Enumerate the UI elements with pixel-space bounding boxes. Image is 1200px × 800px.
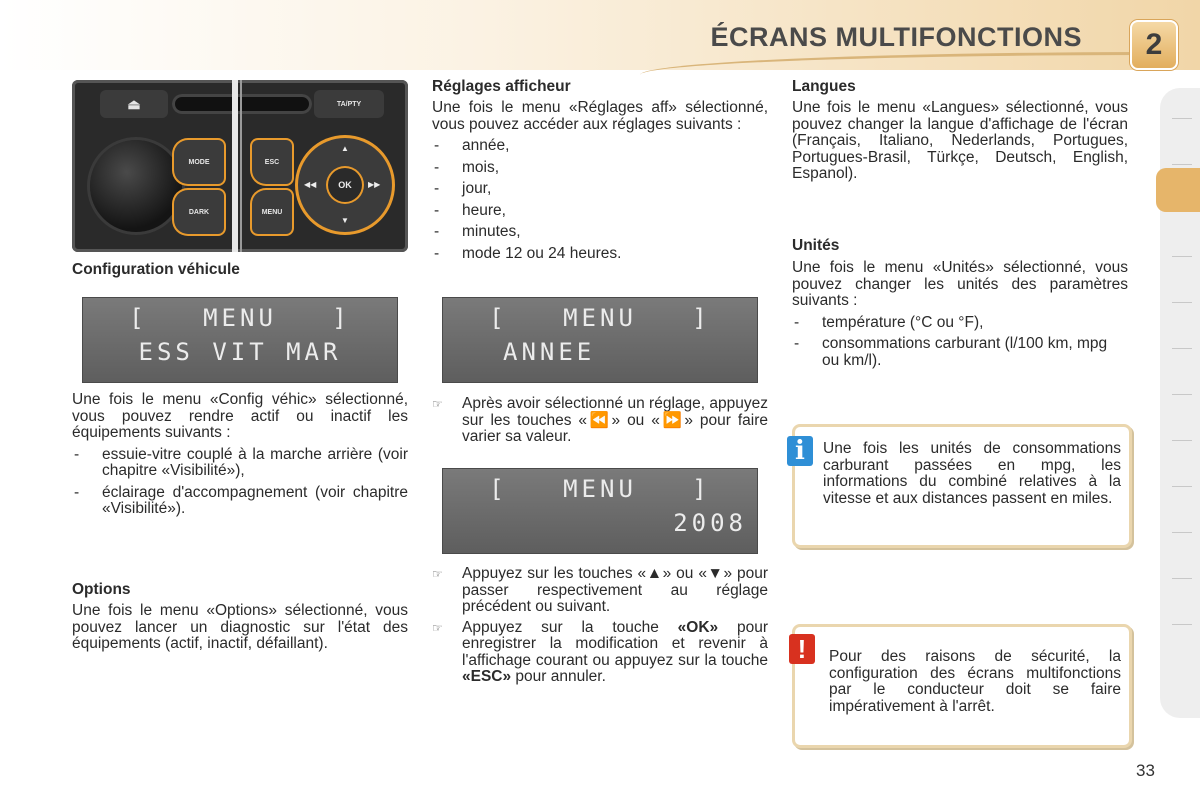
heading-config-vehicule: Configuration véhicule: [72, 261, 240, 278]
list-item: - température (°C ou °F),: [792, 315, 1128, 332]
config-list: [72, 447, 408, 518]
list-item: - éclairage d'accompagnement (voir chapitre «Visibilité»).: [72, 485, 408, 518]
forward-icon: ▶▶: [368, 180, 381, 189]
active-chapter-tab: [1156, 168, 1200, 212]
heading-langues: Langues: [792, 78, 856, 95]
chapter-tabs: [1160, 88, 1200, 718]
list-item: - minutes,: [432, 224, 768, 241]
cd-slot: [172, 94, 312, 114]
lcd-display-year: [442, 468, 758, 554]
page-title: ÉCRANS MULTIFONCTIONS: [710, 22, 1082, 52]
down-arrow-icon: ▼: [341, 216, 349, 225]
lcd-line-1: [ MENU ]: [489, 304, 711, 332]
unites-section: [792, 260, 1128, 369]
list-item: - année,: [432, 138, 768, 155]
warning-note-text: Pour des raisons de sécurité, la configuration des écrans multifonctions par le conducteur doit se faire impérativement à l'arrêt.: [829, 648, 1121, 715]
info-note: [792, 424, 1132, 548]
unites-list: [792, 315, 1128, 370]
step-1-text: Après avoir sélectionné un réglage, appuyez sur les touches «⏪» ou «⏩» pour faire varier sa valeur.: [462, 395, 768, 445]
reglages-section: [432, 100, 768, 262]
lcd-line-2: ANNEE: [503, 338, 596, 366]
volume-knob: [90, 140, 182, 232]
heading-options: Options: [72, 581, 131, 598]
pointing-hand-icon: ☞: [432, 397, 443, 411]
heading-reglages: Réglages afficheur: [432, 78, 571, 95]
list-item: - jour,: [432, 181, 768, 198]
reglages-list: [432, 138, 768, 262]
list-item: - essuie-vitre couplé à la marche arrière (voir chapitre «Visibilité»),: [72, 447, 408, 480]
options-paragraph: Une fois le menu «Options» sélectionné, vous pouvez lancer un diagnostic sur l'état des équipements (actif, inactif, défaillant).: [72, 602, 408, 652]
unites-paragraph: Une fois le menu «Unités» sélectionné, vous pouvez changer les unités des paramètres suivants :: [792, 259, 1128, 309]
mode-button: MODE: [174, 140, 224, 184]
reglages-intro: Une fois le menu «Réglages aff» sélectionné, vous pouvez accéder aux réglages suivants :: [432, 99, 768, 133]
list-item: - mois,: [432, 160, 768, 177]
control-panel-photo: [72, 80, 408, 252]
eject-icon: ⏏: [100, 90, 168, 118]
list-item: - consommations carburant (l/100 km, mpg ou km/l).: [792, 336, 1128, 369]
ok-button: OK: [328, 168, 362, 202]
lcd-line-2: ESS VIT MAR: [138, 338, 342, 366]
heading-unites: Unités: [792, 237, 840, 254]
list-item: - mode 12 ou 24 heures.: [432, 246, 768, 263]
lcd-line-1: [ MENU ]: [129, 304, 351, 332]
lcd-line-2: 2008: [673, 509, 747, 537]
up-arrow-icon: ▲: [341, 144, 349, 153]
warning-icon: !: [789, 634, 815, 664]
info-note-text: Une fois les unités de consommations carburant passées en mpg, les informations du combiné relatives à la vitesse et aux distances passent en miles.: [823, 440, 1121, 507]
list-item: - heure,: [432, 203, 768, 220]
lcd-display-annee: [442, 297, 758, 383]
config-description: [72, 392, 408, 518]
lcd-line-1: [ MENU ]: [489, 475, 711, 503]
dark-button: DARK: [174, 190, 224, 234]
steps-2-3: ☞ Appuyez sur les touches «▲» ou «▼» pour passer respectivement au réglage précédent ou suivant. ☞ Appuyez sur la touche «OK» pour enregistrer la modification et revenir à l'affichage courant ou appuyez sur la touche «ESC» pour annuler.: [432, 565, 768, 685]
warning-note: [792, 624, 1132, 748]
lcd-display-config: [82, 297, 398, 383]
esc-key-label: «ESC»: [462, 668, 512, 685]
page-number: 33: [1136, 761, 1155, 780]
info-icon: i: [787, 436, 813, 466]
direction-pad: [298, 138, 392, 232]
ta-pty-button: TA/PTY: [314, 90, 384, 118]
chapter-badge: 2: [1130, 20, 1178, 70]
menu-button: MENU: [252, 190, 292, 234]
esc-button: ESC: [252, 140, 292, 184]
pointing-hand-icon: ☞: [432, 567, 443, 581]
rewind-icon: ◀◀: [304, 180, 317, 189]
step-1: [432, 392, 768, 446]
step-2-text: Appuyez sur les touches «▲» ou «▼» pour passer respectivement au réglage précédent ou suivant.: [462, 565, 768, 615]
config-paragraph: Une fois le menu «Config véhic» sélectionné, vous pouvez rendre actif ou inactif les équipements suivants :: [72, 391, 408, 441]
pointing-hand-icon: ☞: [432, 620, 443, 635]
ok-key-label: «OK»: [677, 618, 719, 636]
langues-paragraph: Une fois le menu «Langues» sélectionné, vous pouvez changer la langue d'affichage de l'écran (Français, Italiano, Nederlands, Portugues, Portugues-Brasil, Türkçe, Deutsch, English, Espanol).: [792, 99, 1128, 182]
